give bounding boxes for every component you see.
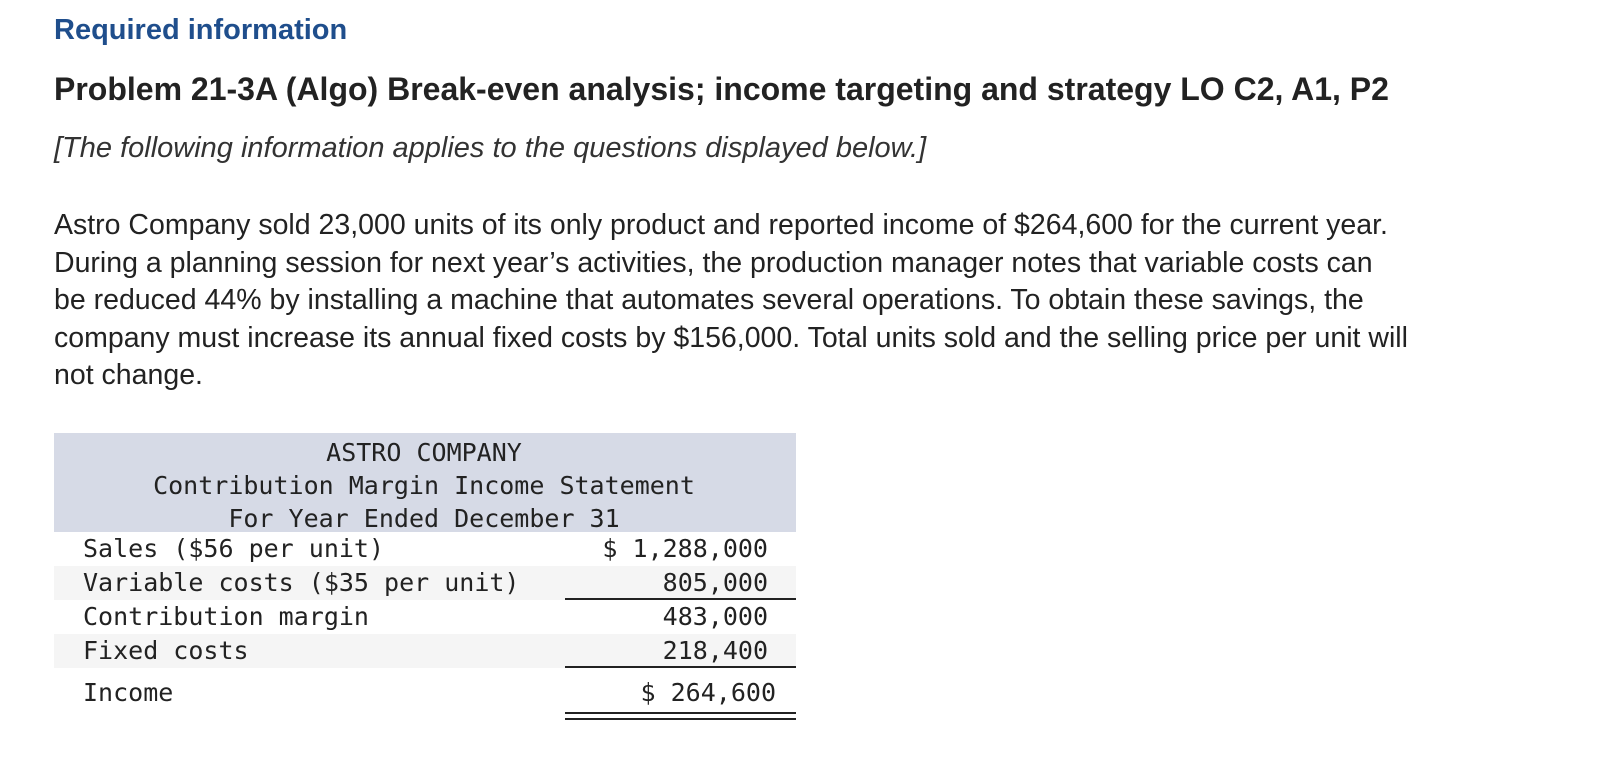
instruction-note: [The following information applies to the questions displayed below.]: [54, 132, 927, 164]
problem-title: Problem 21-3A (Algo) Break-even analysis; income targeting and strategy LO C2, A1, P2: [54, 71, 1389, 107]
total-double-rule: [565, 712, 796, 720]
description-line: company must increase its annual fixed costs by $156,000. Total units sold and the selling price per unit will: [54, 321, 1408, 354]
row-label: Sales ($56 per unit): [83, 534, 385, 563]
description-line: Astro Company sold 23,000 units of its only product and reported income of $264,600 for the current year.: [54, 209, 1388, 241]
row-value: 218,400: [662, 636, 768, 665]
row-label: Income: [83, 678, 174, 707]
statement-company-name: ASTRO COMPANY: [326, 438, 522, 467]
description-line: be reduced 44% by installing a machine that automates several operations. To obtain these savings, the: [54, 284, 1364, 316]
statement-row-income: [54, 668, 796, 718]
statement-row-sales: [54, 532, 796, 566]
statement-row-variable-costs: [54, 566, 796, 600]
income-statement-table: [54, 433, 796, 718]
statement-header: [54, 433, 796, 532]
description-line: During a planning session for next year’s activities, the production manager notes that variable costs can: [54, 246, 1373, 279]
row-label: Contribution margin: [83, 602, 369, 631]
row-value: $ 1,288,000: [602, 534, 768, 563]
row-value: 483,000: [662, 602, 768, 631]
problem-description: [54, 207, 1554, 395]
required-information-heading: Required information: [54, 14, 348, 46]
statement-title: Contribution Margin Income Statement: [153, 471, 695, 500]
statement-row-fixed-costs: [54, 634, 796, 668]
statement-row-contribution-margin: [54, 600, 796, 634]
row-value: 805,000: [662, 568, 768, 597]
row-label: Variable costs ($35 per unit): [83, 568, 520, 597]
row-value: $ 264,600: [640, 678, 776, 707]
row-label: Fixed costs: [83, 636, 249, 665]
description-line: not change.: [54, 359, 203, 391]
statement-period: For Year Ended December 31: [228, 504, 620, 533]
